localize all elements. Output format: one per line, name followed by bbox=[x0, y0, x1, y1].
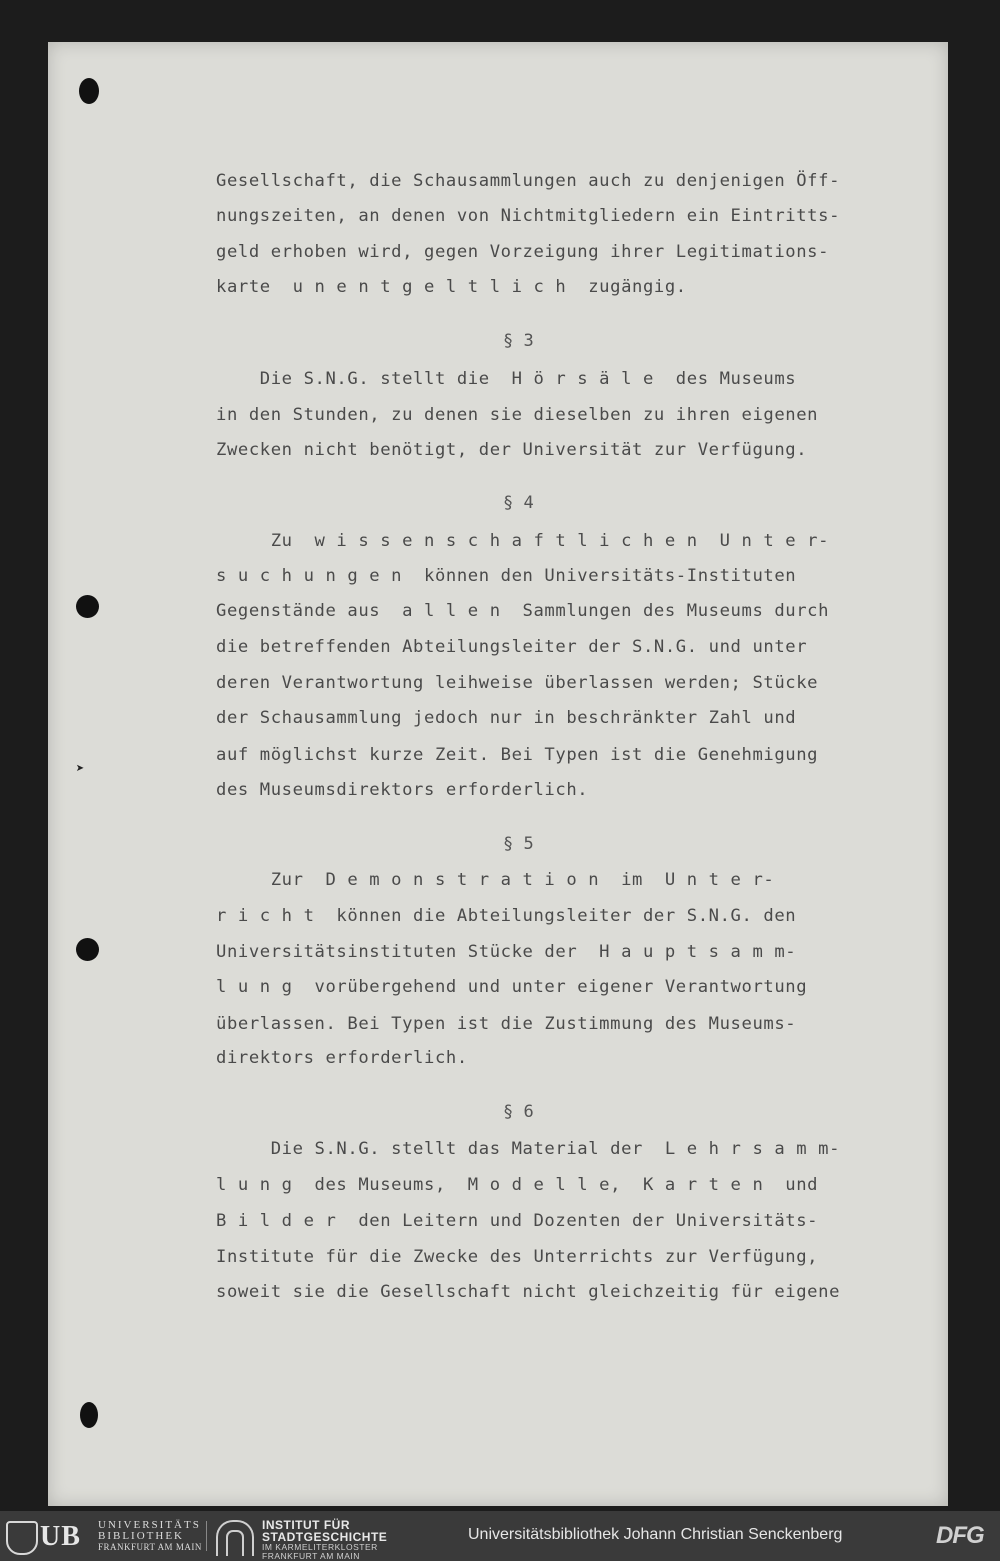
text-line: Zur D e m o n s t r a t i o n im U n t e r- bbox=[216, 870, 775, 890]
text-line: karte u n e n t g e l t l i c h zugängig. bbox=[216, 277, 687, 297]
isg-logo[interactable] bbox=[216, 1517, 416, 1561]
section-heading: § 3 bbox=[503, 331, 534, 351]
text-line: r i c h t können die Abteilungsleiter der S.N.G. den bbox=[216, 906, 797, 926]
isg-line1: INSTITUT FÜR bbox=[262, 1518, 350, 1532]
text-line: deren Verantwortung leihweise überlassen werden; Stücke bbox=[216, 673, 819, 693]
text-line: Institute für die Zwecke des Unterrichts zur Verfügung, bbox=[216, 1247, 819, 1267]
section-heading: § 6 bbox=[503, 1102, 534, 1122]
text-line: Gegenstände aus a l l e n Sammlungen des Museums durch bbox=[216, 601, 830, 621]
dfg-logo[interactable]: DFG bbox=[936, 1522, 984, 1549]
text-line: l u n g vorübergehend und unter eigener Verantwortung bbox=[216, 977, 808, 997]
text-line: nungszeiten, an denen von Nichtmitgliedern ein Eintritts- bbox=[216, 206, 841, 226]
ub-line3: FRANKFURT AM MAIN bbox=[98, 1542, 202, 1552]
punch-hole-bottom bbox=[80, 1402, 98, 1428]
text-line: B i l d e r den Leitern und Dozenten der Universitäts- bbox=[216, 1211, 819, 1231]
text-line: Zwecken nicht benötigt, der Universität zur Verfügung. bbox=[216, 440, 808, 460]
arch-icon bbox=[216, 1520, 254, 1556]
text-line: Die S.N.G. stellt die H ö r s ä l e des Museums bbox=[216, 369, 797, 389]
ub-line1: UNIVERSITÄTS bbox=[98, 1519, 201, 1531]
isg-name bbox=[262, 1519, 387, 1561]
text-line: überlassen. Bei Typen ist die Zustimmung des Museums- bbox=[216, 1014, 797, 1034]
library-title[interactable]: Universitätsbibliothek Johann Christian Senckenberg bbox=[468, 1526, 843, 1543]
isg-line2: STADTGESCHICHTE bbox=[262, 1530, 388, 1544]
text-line: Gesellschaft, die Schausammlungen auch zu denjenigen Öff- bbox=[216, 171, 841, 191]
text-line: Die S.N.G. stellt das Material der L e h r s a m m- bbox=[216, 1139, 841, 1159]
section-heading: § 5 bbox=[503, 834, 534, 854]
logo-divider bbox=[206, 1521, 207, 1551]
text-line: Zu w i s s e n s c h a f t l i c h e n U n t e r- bbox=[216, 531, 830, 551]
text-line: die betreffenden Abteilungsleiter der S.N.G. und unter bbox=[216, 637, 808, 657]
ub-line2: BIBLIOTHEK bbox=[98, 1530, 184, 1542]
text-line: des Museumsdirektors erforderlich. bbox=[216, 780, 589, 800]
portrait-icon bbox=[6, 1521, 38, 1555]
ub-logo[interactable] bbox=[6, 1517, 202, 1557]
footer-bar bbox=[0, 1511, 1000, 1561]
isg-line4: FRANKFURT AM MAIN bbox=[262, 1551, 360, 1561]
text-line: auf möglichst kurze Zeit. Bei Typen ist die Genehmigung bbox=[216, 745, 819, 765]
text-line: in den Stunden, zu denen sie dieselben zu ihren eigenen bbox=[216, 405, 819, 425]
text-line: geld erhoben wird, gegen Vorzeigung ihrer Legitimations- bbox=[216, 242, 830, 262]
section-heading: § 4 bbox=[503, 493, 534, 513]
text-line: direktors erforderlich. bbox=[216, 1048, 468, 1068]
text-line: l u n g des Museums, M o d e l l e, K a r t e n und bbox=[216, 1175, 819, 1195]
ub-name bbox=[98, 1520, 202, 1553]
text-line: soweit sie die Gesellschaft nicht gleichzeitig für eigene bbox=[216, 1282, 841, 1302]
text-line: der Schausammlung jedoch nur in beschränkter Zahl und bbox=[216, 708, 797, 728]
text-line: s u c h u n g e n können den Universitäts-Instituten bbox=[216, 566, 797, 586]
isg-line3: IM KARMELITERKLOSTER bbox=[262, 1542, 378, 1552]
text-line: Universitätsinstituten Stücke der H a u p t s a m m- bbox=[216, 942, 797, 962]
ink-mark: ➤ bbox=[76, 761, 85, 777]
ub-letters: UB bbox=[40, 1521, 81, 1552]
